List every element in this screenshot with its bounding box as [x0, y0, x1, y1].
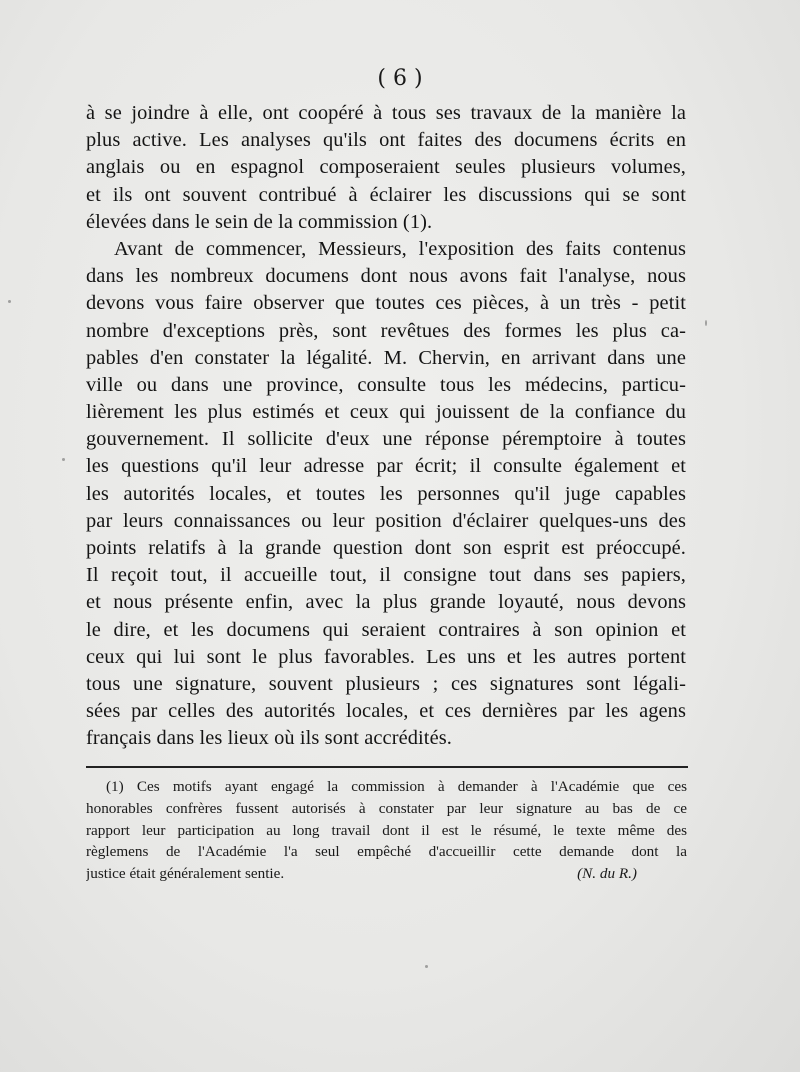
footnote-line: honorables confrères fussent autorisés à constater par leur signature au bas de ce	[86, 799, 687, 817]
body-line: Il reçoit tout, il accueille tout, il consigne tout dans ses papiers,	[86, 564, 686, 587]
body-line: le dire, et les documens qui seraient contraires à son opinion et	[86, 618, 686, 641]
body-line: pables d'en constater la légalité. M. Chervin, en arrivant dans une	[86, 346, 686, 369]
body-line: ceux qui lui sont le plus favorables. Les uns et les autres portent	[86, 645, 686, 668]
body-line: Avant de commencer, Messieurs, l'exposition des faits contenus	[114, 237, 686, 260]
body-line: par leurs connaissances ou leur position d'éclairer quelques-uns des	[86, 509, 686, 532]
footnote-credit: (N. du R.)	[577, 865, 637, 883]
body-line: lièrement les plus estimés et ceux qui jouissent de la confiance du	[86, 401, 686, 424]
body-line: tous une signature, souvent plusieurs ; ces signatures sont légali-	[86, 672, 686, 695]
footnote-last-line	[86, 863, 687, 885]
body-line: et ils ont souvent contribué à éclairer les discussions qui se sont	[86, 183, 686, 206]
body-line: devons vous faire observer que toutes ces pièces, à un très - petit	[86, 292, 686, 315]
body-line: les autorités locales, et toutes les personnes qu'il juge capables	[86, 482, 686, 505]
footnote-line: justice était généralement sentie.	[86, 865, 285, 883]
body-line: nombre d'exceptions près, sont revêtues des formes les plus ca-	[86, 319, 686, 342]
body-line: et nous présente enfin, avec la plus grande loyauté, nous devons	[86, 591, 686, 614]
body-line: dans les nombreux documens dont nous avons fait l'analyse, nous	[86, 265, 686, 288]
footnote-line: règlemens de l'Académie l'a seul empêché d'accueillir cette demande dont la	[86, 843, 687, 861]
body-line: gouvernement. Il sollicite d'eux une réponse péremptoire à toutes	[86, 428, 686, 451]
footnote-separator	[86, 766, 688, 768]
page-number: ( 6 )	[377, 66, 423, 91]
body-line: élevées dans le sein de la commission (1).	[86, 210, 433, 233]
footnote-line: rapport leur participation au long travail dont il est le résumé, le texte même des	[86, 821, 687, 839]
body-text	[86, 100, 686, 753]
body-line: plus active. Les analyses qu'ils ont faites des documens écrits en	[86, 129, 686, 152]
body-line: sées par celles des autorités locales, et ces dernières par les agens	[86, 700, 686, 723]
body-line: à se joindre à elle, ont coopéré à tous ses travaux de la manière la	[86, 102, 686, 124]
footnote-line: (1) Ces motifs ayant engagé la commission à demander à l'Académie que ces	[106, 778, 687, 795]
body-line: les questions qu'il leur adresse par écrit; il consulte également et	[86, 455, 686, 478]
body-line: français dans les lieux où ils sont accrédités.	[86, 727, 452, 750]
footnote	[86, 776, 687, 885]
body-line: ville ou dans une province, consulte tous les médecins, particu-	[86, 373, 686, 396]
body-line: anglais ou en espagnol composeraient seules plusieurs volumes,	[86, 156, 686, 179]
body-line: points relatifs à la grande question dont son esprit est préoccupé.	[86, 537, 686, 559]
